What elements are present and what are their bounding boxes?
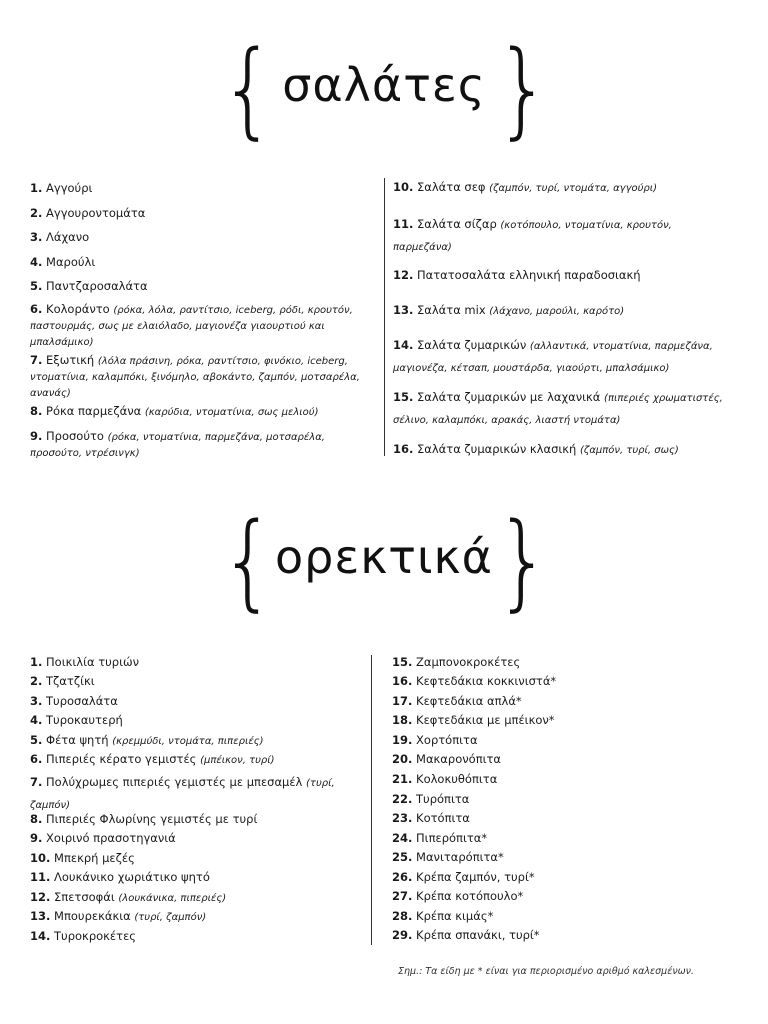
appetizer-item-2: 2. Τζατζίκι	[30, 674, 95, 688]
appetizers-column-divider	[371, 655, 372, 945]
salad-item-16: 16. Σαλάτα ζυμαρικών κλασική (ζαμπόν, τυρί, σως)	[393, 442, 679, 456]
appetizer-item-23: 23. Κοτόπιτα	[392, 811, 470, 825]
appetizers-title: ορεκτικά	[274, 530, 493, 584]
appetizer-item-1: 1. Ποικιλία τυριών	[30, 655, 140, 669]
appetizer-item-11: 11. Λουκάνικο χωριάτικο ψητό	[30, 870, 210, 884]
appetizer-item-22: 22. Τυρόπιτα	[392, 792, 470, 806]
footnote: Σημ.: Τα είδη με * είναι για περιορισμένο αριθμό καλεσμένων.	[398, 966, 694, 977]
appetizer-item-5: 5. Φέτα ψητή (κρεμμύδι, ντομάτα, πιπεριές)	[30, 733, 264, 747]
right-brace: }	[494, 500, 552, 622]
salad-item-15: 15. Σαλάτα ζυμαρικών με λαχανικά (πιπεριές χρωματιστές, σέλινο, καλαμπόκι, αρακάς, λιαστή ντομάτα)	[393, 390, 723, 426]
appetizer-item-12: 12. Σπετσοφάι (λουκάνικα, πιπεριές)	[30, 890, 227, 904]
appetizer-item-9: 9. Χοιρινό πρασοτηγανιά	[30, 831, 176, 845]
appetizer-item-10: 10. Μπεκρή μεζές	[30, 851, 135, 865]
salad-item-11: 11. Σαλάτα σίζαρ (κοτόπουλο, ντοματίνια, κρουτόν, παρμεζάνα)	[393, 217, 672, 253]
appetizer-item-6: 6. Πιπεριές κέρατο γεμιστές (μπέικον, τυρί)	[30, 752, 275, 766]
salad-item-4: 4. Μαρούλι	[30, 255, 96, 269]
appetizer-item-18: 18. Κεφτεδάκια με μπέικον*	[392, 713, 555, 727]
appetizer-item-17: 17. Κεφτεδάκια απλά*	[392, 694, 522, 708]
appetizer-item-26: 26. Κρέπα ζαμπόν, τυρί*	[392, 870, 535, 884]
appetizer-item-25: 25. Μανιταρόπιτα*	[392, 850, 504, 864]
appetizer-item-13: 13. Μπουρεκάκια (τυρί, ζαμπόν)	[30, 909, 207, 923]
right-brace: }	[494, 28, 552, 150]
appetizer-item-20: 20. Μακαρονόπιτα	[392, 752, 502, 766]
appetizer-item-29: 29. Κρέπα σπανάκι, τυρί*	[392, 928, 540, 942]
appetizer-item-7: 7. Πολύχρωμες πιπεριές γεμιστές με μπεσαμέλ (τυρί, ζαμπόν)	[30, 775, 335, 811]
left-brace: {	[219, 28, 277, 150]
salad-item-13: 13. Σαλάτα mix (λάχανο, μαρούλι, καρότο)	[393, 303, 625, 317]
appetizer-item-16: 16. Κεφτεδάκια κοκκινιστά*	[392, 674, 557, 688]
appetizer-item-8: 8. Πιπεριές Φλωρίνης γεμιστές με τυρί	[30, 812, 258, 826]
salads-column-divider	[384, 178, 385, 456]
salad-item-6: 6. Κολοράντο (ρόκα, λόλα, ραντίτσιο, iceberg, ρόδι, κρουτόν, παστουρμάς, σως με ελαιόλαδο, μαγιονέζα γιαουρτιού και μπαλσάμικο)	[30, 302, 353, 348]
appetizer-item-19: 19. Χορτόπιτα	[392, 733, 478, 747]
appetizer-item-21: 21. Κολοκυθόπιτα	[392, 772, 498, 786]
salad-item-9: 9. Προσούτο (ρόκα, ντοματίνια, παρμεζάνα, μοτσαρέλα, προσούτο, ντρέσινγκ)	[30, 429, 325, 459]
appetizer-item-3: 3. Τυροσαλάτα	[30, 694, 118, 708]
appetizer-item-28: 28. Κρέπα κιμάς*	[392, 909, 494, 923]
salad-item-14: 14. Σαλάτα ζυμαρικών (αλλαντικά, ντοματίνια, παρμεζάνα, μαγιονέζα, κέτσαπ, μουστάρδα, γιαούρτι, μπαλσάμικο)	[393, 338, 713, 374]
left-brace: {	[219, 500, 277, 622]
salads-header	[0, 28, 768, 150]
appetizer-item-24: 24. Πιπερόπιτα*	[392, 831, 488, 845]
appetizer-item-15: 15. Ζαμπονοκροκέτες	[392, 655, 521, 669]
salad-item-8: 8. Ρόκα παρμεζάνα (καρύδια, ντοματίνια, σως μελιού)	[30, 404, 319, 418]
salad-item-2: 2. Αγγουροντομάτα	[30, 206, 146, 220]
salad-item-10: 10. Σαλάτα σεφ (ζαμπόν, τυρί, ντομάτα, αγγούρι)	[393, 180, 658, 194]
salad-item-12: 12. Πατατοσαλάτα ελληνική παραδοσιακή	[393, 268, 641, 282]
salad-item-3: 3. Λάχανο	[30, 230, 90, 244]
salads-title: σαλάτες	[282, 58, 486, 112]
appetizer-item-4: 4. Τυροκαυτερή	[30, 713, 123, 727]
appetizer-item-14: 14. Τυροκροκέτες	[30, 929, 137, 943]
appetizers-header	[0, 500, 768, 622]
appetizer-item-27: 27. Κρέπα κοτόπουλο*	[392, 889, 524, 903]
salad-item-7: 7. Εξωτική (λόλα πράσινη, ρόκα, ραντίτσιο, φινόκιο, iceberg, ντοματίνια, καλαμπόκι, ξινόμηλο, αβοκάντο, ζαμπόν, μοτσαρέλα, ανανάς)	[30, 353, 360, 399]
salad-item-5: 5. Παντζαροσαλάτα	[30, 279, 148, 293]
salad-item-1: 1. Αγγούρι	[30, 181, 93, 195]
